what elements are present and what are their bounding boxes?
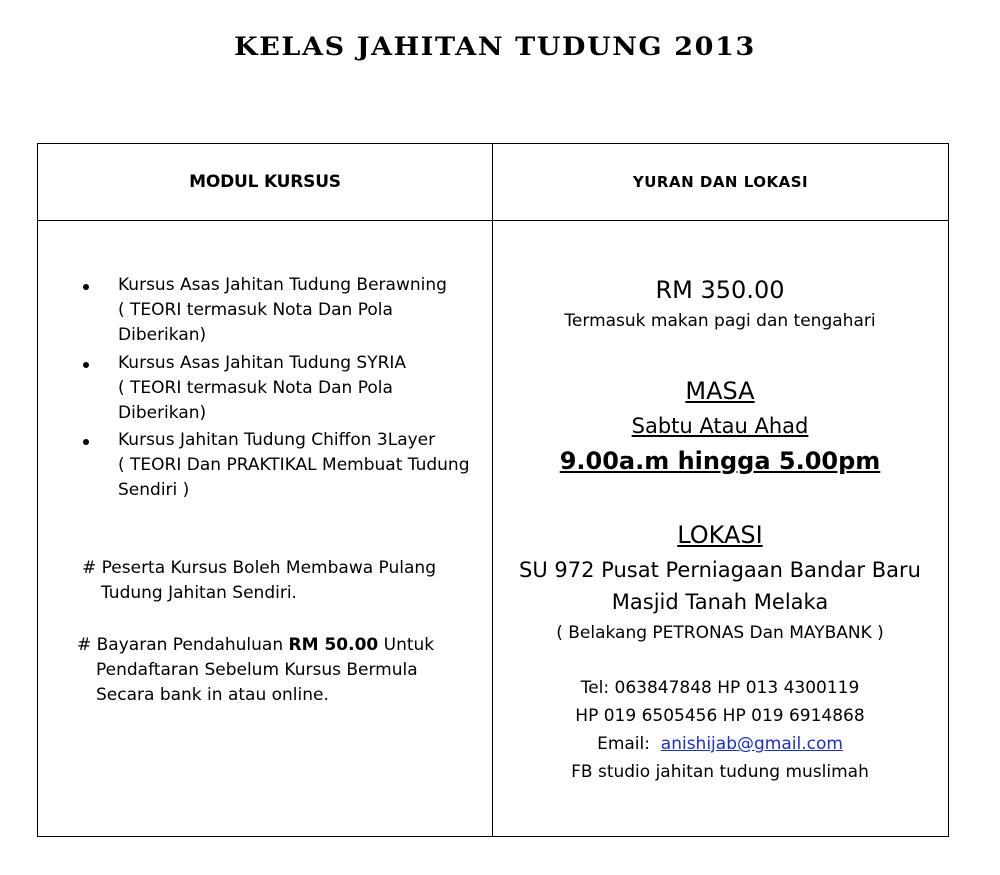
- modules-cell: [38, 221, 493, 837]
- note-line: # Peserta Kursus Boleh Membawa Pulang: [82, 558, 436, 578]
- module-item-berawning: [83, 273, 483, 348]
- course-days: Sabtu Atau Ahad: [631, 414, 809, 438]
- module-name: Kursus Jahitan Tudung Chiffon 3Layer: [118, 430, 436, 450]
- note-line: Secara bank in atau online.: [96, 685, 329, 705]
- phone-line-1: Tel: 063847848 HP 013 4300119: [580, 678, 860, 698]
- address-line-2: Masjid Tanah Melaka: [611, 590, 829, 614]
- table-header-row: [38, 144, 949, 221]
- header-modul-kursus: MODUL KURSUS: [38, 144, 493, 221]
- email-label: Email:: [597, 734, 661, 754]
- deposit-amount: RM 50.00: [288, 635, 379, 655]
- facebook-line: FB studio jahitan tudung muslimah: [571, 762, 869, 782]
- module-name: Kursus Asas Jahitan Tudung Berawning: [118, 275, 447, 295]
- note-line: Tudung Jahitan Sendiri.: [101, 583, 297, 603]
- page-title: KELAS JAHITAN TUDUNG 2013: [234, 32, 756, 61]
- course-fee: RM 350.00: [655, 276, 785, 304]
- bullet-icon: [83, 362, 89, 368]
- module-item-syria: [83, 351, 483, 426]
- module-detail: ( TEORI termasuk Nota Dan Pola Diberikan): [118, 300, 393, 345]
- address-landmark: ( Belakang PETRONAS Dan MAYBANK ): [556, 623, 884, 643]
- module-detail-continued: Sendiri ): [118, 480, 190, 500]
- note-text: Untuk: [378, 635, 435, 655]
- note-deposit: [77, 633, 477, 708]
- header-yuran-lokasi: YURAN DAN LOKASI: [493, 144, 949, 221]
- time-heading: MASA: [685, 377, 755, 405]
- course-table: [37, 143, 949, 837]
- fees-location-cell: [493, 221, 949, 837]
- email-link[interactable]: anishijab@gmail.com: [660, 734, 843, 754]
- module-detail: ( TEORI Dan PRAKTIKAL Membuat Tudung: [118, 455, 470, 475]
- fee-includes: Termasuk makan pagi dan tengahari: [564, 311, 876, 331]
- phone-line-2: HP 019 6505456 HP 019 6914868: [575, 706, 865, 726]
- location-heading: LOKASI: [677, 521, 763, 549]
- course-hours: 9.00a.m hingga 5.00pm: [559, 447, 881, 475]
- module-item-chiffon: [83, 428, 483, 503]
- module-name: Kursus Asas Jahitan Tudung SYRIA: [118, 353, 407, 373]
- note-text: # Bayaran Pendahuluan: [77, 635, 289, 655]
- note-take-home: [82, 556, 482, 606]
- bullet-icon: [83, 284, 89, 290]
- email-line: [493, 734, 947, 754]
- module-detail: ( TEORI termasuk Nota Dan Pola Diberikan): [118, 378, 393, 423]
- note-line: [77, 635, 434, 655]
- note-line: Pendaftaran Sebelum Kursus Bermula: [96, 660, 418, 680]
- table-body-row: [38, 221, 949, 837]
- bullet-icon: [83, 439, 89, 445]
- address-line-1: SU 972 Pusat Perniagaan Bandar Baru: [519, 558, 921, 582]
